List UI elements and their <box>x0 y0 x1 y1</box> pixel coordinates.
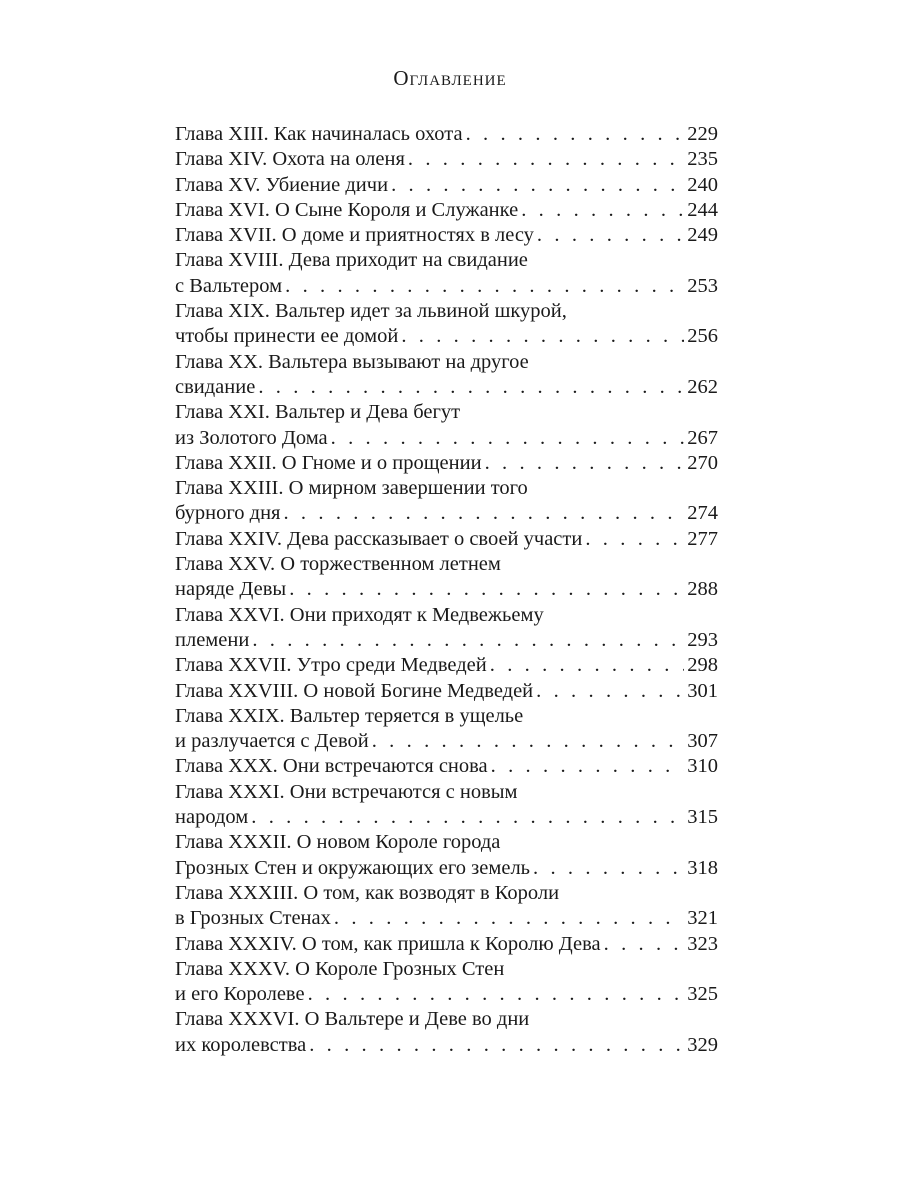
toc-page-number: 315 <box>687 806 718 829</box>
toc-entry-text: племени <box>175 628 250 651</box>
toc-entry-text: и его Королеве <box>175 983 305 1006</box>
toc-entry <box>175 830 718 881</box>
toc-page-number: 270 <box>687 451 718 474</box>
dot-leader <box>408 147 684 172</box>
dot-leader <box>331 426 685 451</box>
toc-entry-text: Глава XXVI. Они приходят к Медвежьему <box>175 603 544 626</box>
toc-entry-text: Глава XXIX. Вальтер теряется в ущелье <box>175 704 524 727</box>
toc-page-number: 318 <box>687 856 718 879</box>
toc-entry <box>175 754 718 779</box>
dot-leader <box>283 501 684 526</box>
toc-entry-text: и разлучается с Девой <box>175 730 369 753</box>
toc-entry-text: Глава XIII. Как начиналась охота <box>175 123 463 145</box>
toc-line <box>175 881 718 906</box>
toc-entry <box>175 198 718 223</box>
dot-leader <box>334 906 684 931</box>
toc-entry-text: Глава XXVIII. О новой Богине Медведей <box>175 679 534 702</box>
toc-entry <box>175 527 718 552</box>
dot-leader <box>485 451 685 476</box>
toc-entry <box>175 552 718 603</box>
toc-line <box>175 780 718 805</box>
toc-entry <box>175 780 718 831</box>
toc-entry-text: Глава XXXVI. О Вальтере и Деве во дни <box>175 1008 530 1031</box>
page-title: Оглавление <box>393 66 507 90</box>
dot-leader <box>285 274 684 299</box>
toc-entry <box>175 957 718 1008</box>
toc-page-number: 267 <box>687 426 718 449</box>
toc-line <box>175 957 718 982</box>
toc-entry-text: Глава XXXV. О Короле Грозных Стен <box>175 957 505 980</box>
toc-entry <box>175 299 718 350</box>
toc-entry <box>175 881 718 932</box>
toc-entry-text: бурного дня <box>175 502 281 525</box>
toc-line <box>175 653 718 678</box>
toc-line <box>175 628 718 653</box>
toc-line <box>175 906 718 931</box>
toc-line <box>175 198 718 223</box>
dot-leader <box>372 729 685 754</box>
toc-line <box>175 350 718 375</box>
toc-entry <box>175 1007 718 1058</box>
toc-line <box>175 1033 718 1058</box>
toc-entry-text: народом <box>175 806 249 829</box>
toc-entry-text: Глава XXI. Вальтер и Дева бегут <box>175 401 461 424</box>
toc-page-number: 253 <box>687 274 718 297</box>
toc-entry <box>175 248 718 299</box>
toc-entry-text: Глава XXXII. О новом Короле города <box>175 831 501 854</box>
dot-leader <box>309 1033 684 1058</box>
toc-page-number: 293 <box>687 628 718 651</box>
toc-entry-text: чтобы принести ее домой <box>175 325 399 348</box>
toc-line <box>175 147 718 172</box>
toc-entry <box>175 704 718 755</box>
toc-line <box>175 299 718 324</box>
toc-line <box>175 375 718 400</box>
toc-line <box>175 476 718 501</box>
toc-page-number: 244 <box>687 198 718 221</box>
toc-page-number: 262 <box>687 375 718 398</box>
dot-leader <box>521 198 684 223</box>
toc-entry <box>175 932 718 957</box>
toc-page-number: 298 <box>687 654 718 677</box>
dot-leader <box>466 122 685 147</box>
toc-entry-text: Глава XXVII. Утро среди Медведей <box>175 654 487 677</box>
toc-line <box>175 122 718 147</box>
toc-page-number: 310 <box>687 755 718 778</box>
toc-line <box>175 856 718 881</box>
toc-entry-text: Глава XXX. Они встречаются снова <box>175 755 488 778</box>
toc-entry-text: Глава XXXI. Они встречаются с новым <box>175 780 518 803</box>
toc-entry-text: Глава XXIV. Дева рассказывает о своей участи <box>175 527 583 550</box>
toc-entry <box>175 173 718 198</box>
dot-leader <box>536 679 684 704</box>
toc-line <box>175 830 718 855</box>
toc-line <box>175 324 718 349</box>
toc-line <box>175 1007 718 1032</box>
dot-leader <box>537 223 684 248</box>
toc-line <box>175 248 718 273</box>
dot-leader <box>289 577 684 602</box>
toc-entry <box>175 451 718 476</box>
toc-page-number: 321 <box>687 907 718 930</box>
dot-leader <box>308 982 685 1007</box>
dot-leader <box>251 805 684 830</box>
toc-entry-text: в Грозных Стенах <box>175 907 331 930</box>
toc-line <box>175 679 718 704</box>
dot-leader <box>604 932 685 957</box>
toc-entry <box>175 476 718 527</box>
toc-page-number: 307 <box>687 730 718 753</box>
toc-line <box>175 451 718 476</box>
toc-entry-text: Глава XXXIII. О том, как возводят в Короли <box>175 881 560 904</box>
toc-page-number: 274 <box>687 502 718 525</box>
dot-leader <box>491 754 685 779</box>
toc-page-number: 235 <box>687 148 718 171</box>
toc-line <box>175 400 718 425</box>
toc-page-number: 277 <box>687 527 718 550</box>
dot-leader <box>401 324 684 349</box>
toc-entry-text: Глава XVI. О Сыне Короля и Служанке <box>175 198 519 221</box>
toc-line <box>175 173 718 198</box>
toc-page-number: 288 <box>687 578 718 601</box>
dot-leader <box>585 527 684 552</box>
toc-page-number: 325 <box>687 983 718 1006</box>
toc-line <box>175 527 718 552</box>
toc-entry-text: Глава XIX. Вальтер идет за львиной шкурой, <box>175 300 567 323</box>
dot-leader <box>490 653 685 678</box>
toc-line <box>175 552 718 577</box>
dot-leader <box>533 856 684 881</box>
toc-page-number: 249 <box>687 224 718 247</box>
toc-line <box>175 932 718 957</box>
toc-entry-text: наряде Девы <box>175 578 287 601</box>
toc-line <box>175 729 718 754</box>
toc-entry-text: Глава XVII. О доме и приятностях в лесу <box>175 224 534 247</box>
toc-entry-text: Глава XXXIV. О том, как пришла к Королю Дева <box>175 932 601 955</box>
dot-leader <box>252 628 684 653</box>
toc-page-number: 240 <box>687 173 718 196</box>
toc-line <box>175 805 718 830</box>
toc-line <box>175 426 718 451</box>
toc-page-number: 323 <box>687 932 718 955</box>
toc-page-number: 329 <box>687 1033 718 1056</box>
toc-entry-text: их королевства <box>175 1033 307 1056</box>
toc-line <box>175 982 718 1007</box>
toc-page-number: 229 <box>687 123 718 145</box>
toc-line <box>175 603 718 628</box>
toc-entry-text: свидание <box>175 375 256 398</box>
toc-entry-text: Глава XXII. О Гноме и о прощении <box>175 451 482 474</box>
toc-entry <box>175 122 718 147</box>
toc-line <box>175 274 718 299</box>
toc-entry <box>175 350 718 401</box>
toc-entry <box>175 147 718 172</box>
toc-page-number: 256 <box>687 325 718 348</box>
toc-entry-text: Глава XIV. Охота на оленя <box>175 148 405 171</box>
dot-leader <box>391 173 684 198</box>
toc-entry-text: с Вальтером <box>175 274 283 297</box>
toc-line <box>175 223 718 248</box>
toc-page-number: 301 <box>687 679 718 702</box>
toc-line <box>175 501 718 526</box>
toc-entry-text: Грозных Стен и окружающих его земель <box>175 856 531 879</box>
dot-leader <box>258 375 684 400</box>
toc-entry <box>175 653 718 678</box>
toc-line <box>175 704 718 729</box>
toc-entry-text: Глава XV. Убиение дичи <box>175 173 389 196</box>
toc-entry-text: из Золотого Дома <box>175 426 328 449</box>
toc-entry <box>175 603 718 654</box>
toc-entry <box>175 223 718 248</box>
toc-entry-text: Глава XXV. О торжественном летнем <box>175 553 501 576</box>
toc-entry <box>175 400 718 451</box>
toc-entry <box>175 679 718 704</box>
toc-entry-text: Глава XX. Вальтера вызывают на другое <box>175 350 529 373</box>
toc-entry-text: Глава XXIII. О мирном завершении того <box>175 477 528 500</box>
toc-entry-text: Глава XVIII. Дева приходит на свидание <box>175 249 528 272</box>
table-of-contents <box>175 122 718 1058</box>
toc-line <box>175 754 718 779</box>
toc-line <box>175 577 718 602</box>
